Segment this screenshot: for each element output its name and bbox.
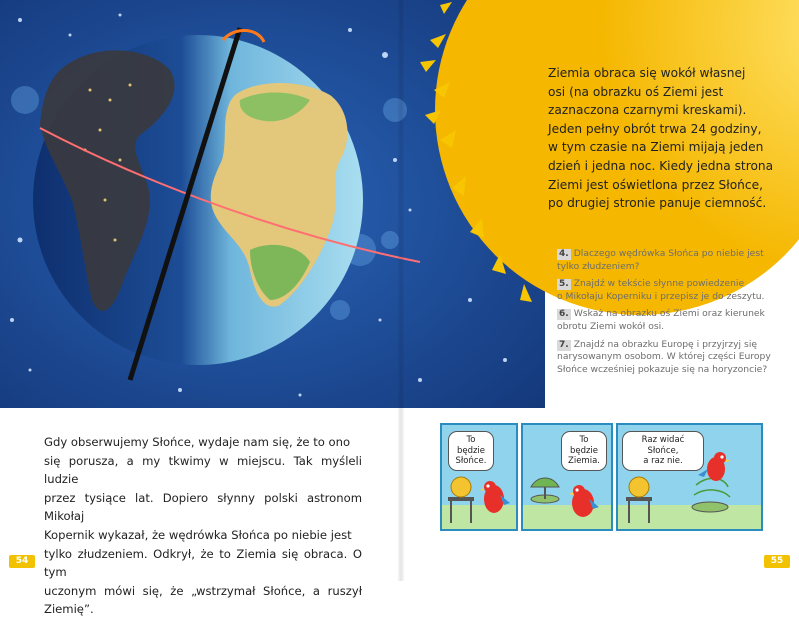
comic-panel-2 bbox=[521, 423, 613, 531]
speech-line: To będzie bbox=[456, 435, 486, 456]
question-text: o Mikołaju Koperniku i przepisz je do zeszytu. bbox=[557, 290, 765, 302]
main-paragraph-line: Ziemi jest oświetlona przez Słońce, bbox=[548, 177, 763, 192]
page-number-right: 55 bbox=[764, 555, 790, 568]
main-paragraph-line: po drugiej stronie panuje ciemność. bbox=[548, 196, 767, 211]
question-text: obrotu Ziemi wokół osi. bbox=[557, 320, 665, 332]
main-paragraph-line: osi (na obrazku oś Ziemi jest bbox=[548, 84, 724, 99]
main-paragraph-line: dzień i jedna noc. Kiedy jedna strona bbox=[548, 158, 774, 173]
earth-illustration bbox=[0, 0, 545, 408]
question-item bbox=[557, 339, 787, 377]
question-number: 4. bbox=[559, 249, 569, 259]
question-text: Znajdź na obrazku Europę i przyjrzyj się bbox=[573, 338, 758, 350]
question-item bbox=[557, 308, 787, 333]
main-paragraph-line: Ziemia obraca się wokół własnej bbox=[548, 66, 746, 80]
page-gutter bbox=[398, 0, 404, 581]
bottom-paragraph bbox=[44, 433, 362, 619]
speech-bubble bbox=[448, 431, 494, 471]
question-text: narysowanym osobom. W której części Europy bbox=[557, 351, 771, 363]
speech-bubble bbox=[561, 431, 607, 471]
main-paragraph-line: w tym czasie na Ziemi mijają jeden bbox=[548, 140, 764, 155]
main-paragraph bbox=[548, 64, 778, 213]
bottom-paragraph-line: przez tysiące lat. Dopiero słynny polski astronom Mikołaj bbox=[44, 490, 362, 524]
earth-and-sun-picture bbox=[0, 0, 545, 408]
question-text: tylko złudzeniem? bbox=[557, 260, 640, 272]
bottom-paragraph-line: tylko złudzeniem. Odkrył, że to Ziemia się obraca. O tym bbox=[44, 546, 362, 580]
speech-line: Ziemia. bbox=[568, 456, 600, 466]
speech-line: To będzie bbox=[569, 435, 599, 456]
main-paragraph-line: zaznaczona czarnymi kreskami). bbox=[548, 103, 747, 118]
question-list bbox=[557, 248, 787, 381]
question-item bbox=[557, 278, 787, 303]
main-paragraph-line: Jeden pełny obrót trwa 24 godziny, bbox=[548, 121, 762, 136]
question-text: Wskaż na obrazku oś Ziemi oraz kierunek bbox=[573, 308, 765, 320]
comic-panel-1 bbox=[440, 423, 518, 531]
question-text: Znajdź w tekście słynne powiedzenie bbox=[573, 278, 745, 290]
bottom-paragraph-line: uczonym mówi się, że „wstrzymał Słońce, a ruszył Ziemię”. bbox=[44, 583, 362, 617]
comic-panel-3 bbox=[616, 423, 763, 531]
bottom-paragraph-line: Kopernik wykazał, że wędrówka Słońca po niebie jest bbox=[44, 527, 352, 542]
question-text: Dlaczego wędrówka Słońca po niebie jest bbox=[573, 248, 764, 259]
bottom-paragraph-line: Gdy obserwujemy Słońce, wydaje nam się, że to ono bbox=[44, 435, 351, 449]
question-number: 6. bbox=[559, 309, 569, 320]
speech-bubble bbox=[622, 431, 704, 471]
question-number: 7. bbox=[559, 339, 569, 350]
speech-line: Słońce. bbox=[455, 456, 487, 466]
bottom-paragraph-line: się porusza, a my tkwimy w miejscu. Tak myśleli ludzie bbox=[44, 453, 362, 487]
question-item bbox=[557, 248, 787, 273]
question-number: 5. bbox=[559, 279, 569, 290]
question-text: Słońce wcześniej pokazuje się na horyzoncie? bbox=[557, 363, 768, 375]
speech-line: a raz nie. bbox=[643, 456, 683, 466]
speech-line: Raz widać Słońce, bbox=[641, 435, 685, 456]
page-number-left: 54 bbox=[9, 555, 35, 568]
